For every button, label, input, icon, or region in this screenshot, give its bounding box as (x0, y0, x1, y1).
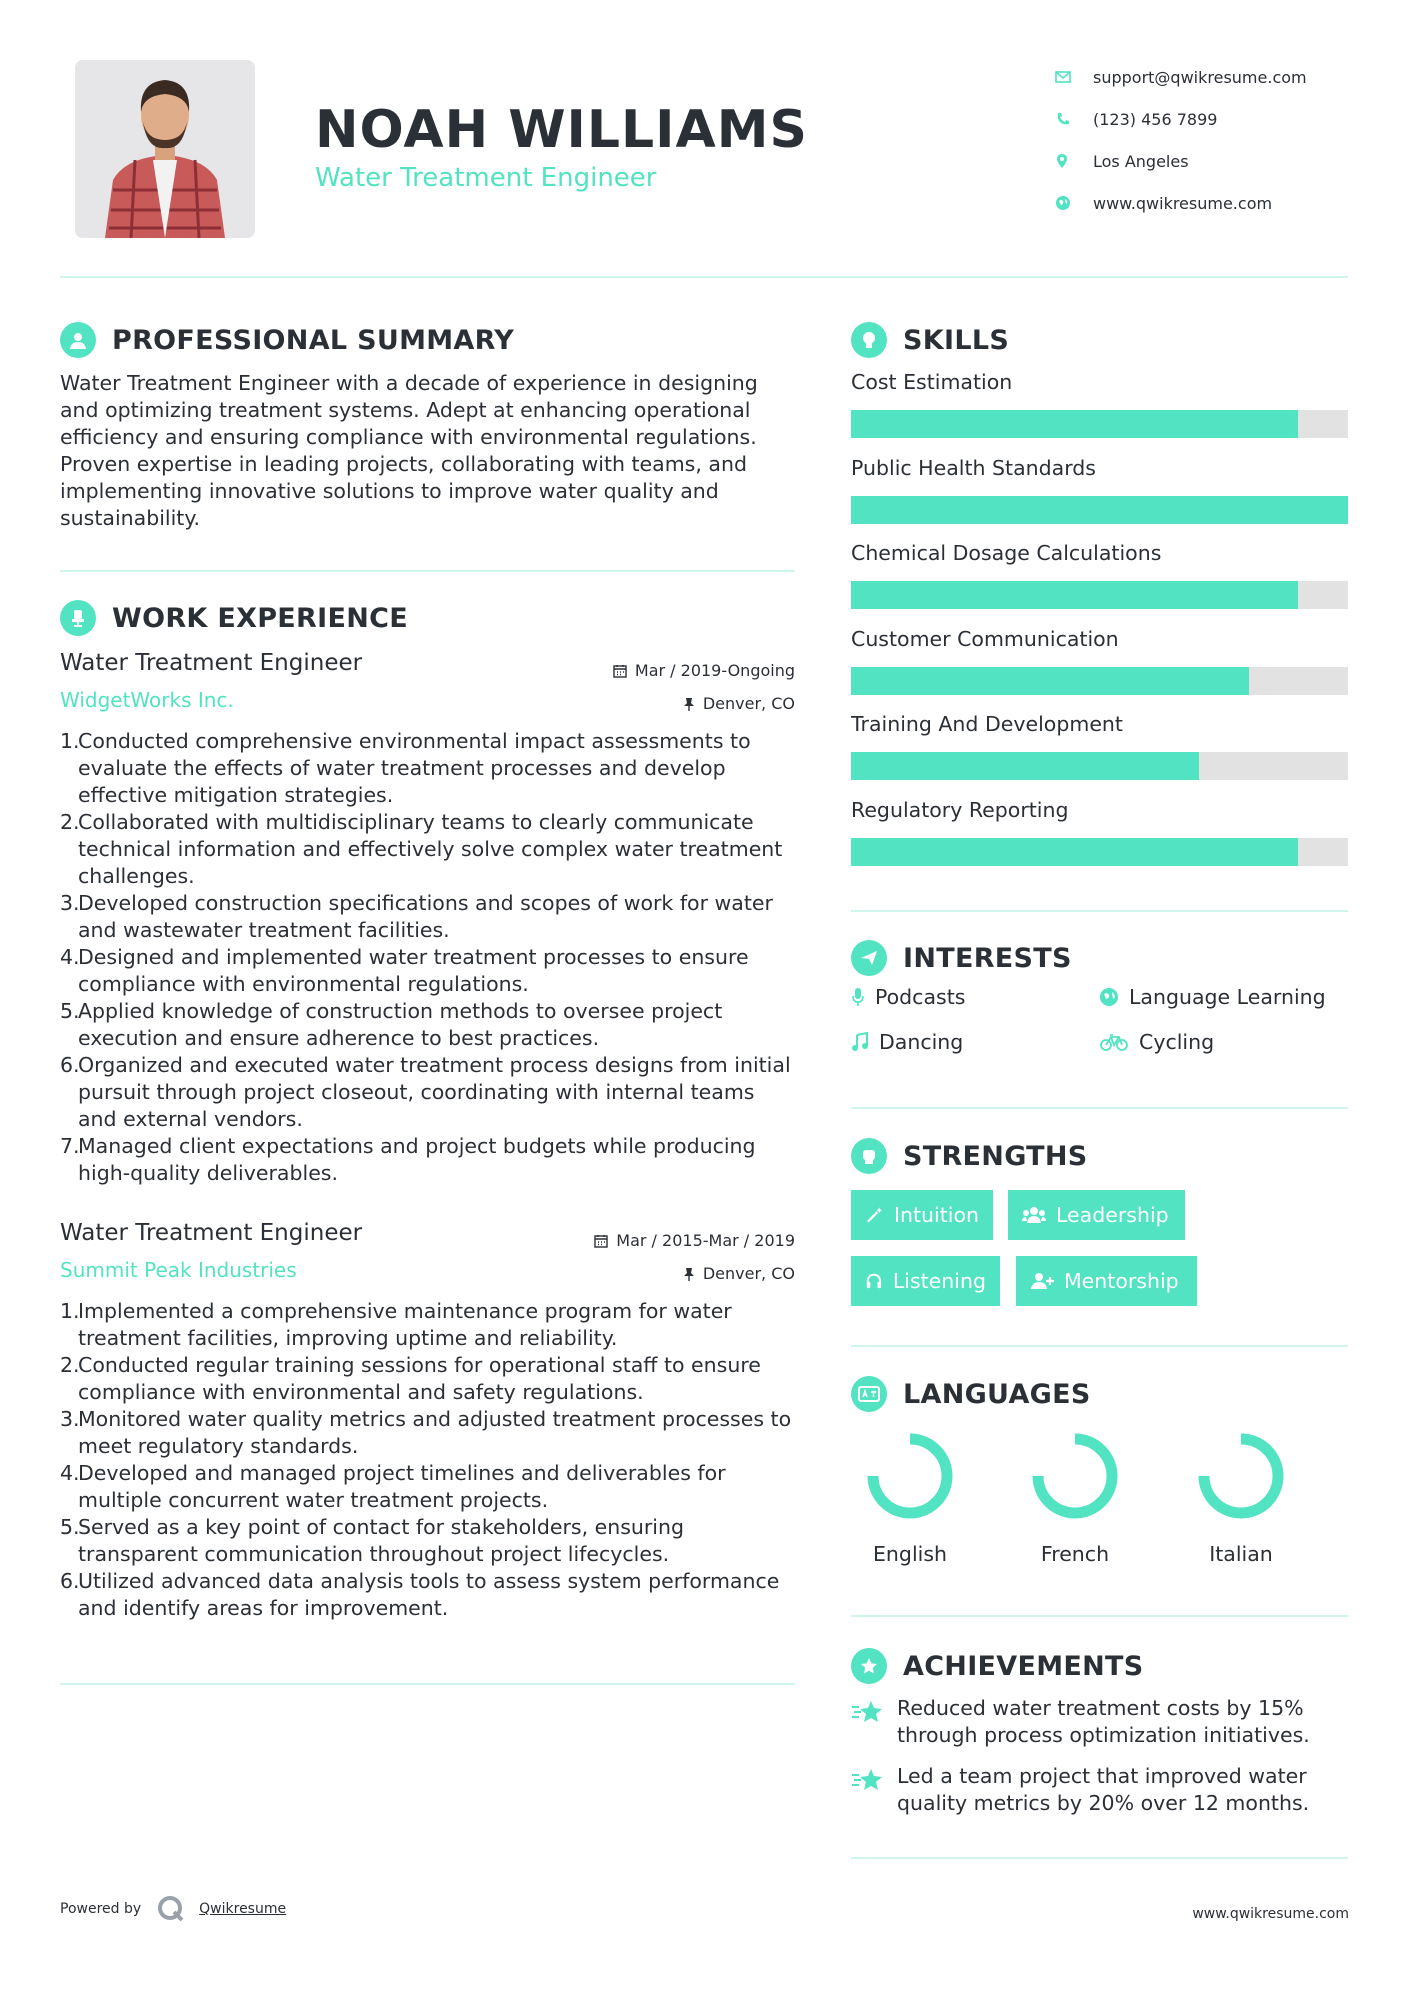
candidate-title: Water Treatment Engineer (315, 163, 657, 193)
interests-divider (851, 1107, 1348, 1109)
achievement-item (851, 1695, 1351, 1749)
location-pin-icon (1055, 153, 1069, 169)
skill-name: Cost Estimation (851, 370, 1013, 394)
achievement-text: Reduced water treatment costs by 15% through process optimization initiatives. (897, 1696, 1310, 1747)
skill-item (851, 541, 1348, 627)
job-title: Water Treatment Engineer (60, 650, 363, 676)
list-item: 2. Conducted regular training sessions for operational staff to ensure compliance with environmental and safety regulations. (60, 1353, 761, 1404)
contact-phone[interactable] (1055, 98, 1355, 140)
skill-bar (851, 752, 1348, 780)
summary-title: PROFESSIONAL SUMMARY (112, 324, 515, 356)
contact-location-text: Los Angeles (1093, 151, 1189, 171)
languages-title: LANGUAGES (903, 1378, 1091, 1410)
interests-heading (851, 940, 1072, 976)
strength-chip: Listening (851, 1256, 1000, 1306)
interest-label: Podcasts (875, 985, 966, 1009)
music-note-icon (851, 1032, 869, 1052)
skill-name: Regulatory Reporting (851, 797, 1069, 822)
profile-photo (75, 60, 255, 238)
skill-bar (851, 838, 1348, 866)
email-icon (1055, 70, 1071, 84)
list-item: 3. Monitored water quality metrics and adjusted treatment processes to meet regulatory standards. (60, 1407, 792, 1458)
skills-heading (851, 322, 1009, 358)
list-item: 6. Organized and executed water treatment process designs from initial pursuit through project closeout, coordinating with internal teams and external vendors. (60, 1053, 791, 1131)
job-title: Water Treatment Engineer (60, 1220, 363, 1246)
bicycle-icon (1099, 1032, 1129, 1052)
contact-phone-text: (123) 456 7899 (1093, 109, 1218, 129)
contact-email-text: support@qwikresume.com (1093, 67, 1307, 87)
user-icon (60, 322, 96, 358)
skills-list (851, 370, 1348, 883)
achievement-item (851, 1763, 1351, 1817)
languages-divider (851, 1615, 1348, 1617)
skill-name: Customer Communication (851, 626, 1119, 651)
contact-website[interactable] (1055, 182, 1355, 224)
list-item: 6. Utilized advanced data analysis tools to assess system performance and identify areas for improvement. (60, 1569, 780, 1620)
qwikresume-logo-icon (157, 1895, 185, 1923)
header-divider (60, 276, 1348, 278)
interest-item (1099, 985, 1326, 1009)
job-bullets (60, 1298, 795, 1622)
job-entry (60, 650, 795, 1187)
powered-by-label: Powered by (60, 1901, 142, 1917)
skill-item (851, 456, 1348, 542)
skills-divider (851, 910, 1348, 912)
skill-fill (851, 581, 1298, 609)
shooting-star-icon (851, 1699, 885, 1725)
summary-text: Water Treatment Engineer with a decade of experience in designing and optimizing treatment systems. Adept at enhancing operational efficiency and ensuring compliance with environmental regulations. Proven expertise in leading projects, collaborating with teams, and implementing innovative solutions to improve water quality and sustainability. (60, 371, 758, 530)
job-location: Denver, CO (702, 694, 795, 713)
fist-icon (851, 1138, 887, 1174)
contact-website-text: www.qwikresume.com (1093, 193, 1273, 213)
calendar-icon (594, 1234, 608, 1248)
footer-url[interactable]: www.qwikresume.com (1192, 1906, 1349, 1922)
experience-heading (60, 600, 408, 636)
skill-bar (851, 667, 1348, 695)
job-dates: Mar / 2015-Mar / 2019 (616, 1231, 795, 1250)
globe-icon (1099, 987, 1119, 1007)
skill-bar (851, 496, 1348, 524)
list-item: 1. Conducted comprehensive environmental impact assessments to evaluate the effects of water treatment processes and develop effective mitigation strategies. (60, 729, 751, 807)
job-location: Denver, CO (702, 1264, 795, 1283)
skill-fill (851, 752, 1199, 780)
job-company: WidgetWorks Inc. (60, 688, 234, 712)
interest-item (851, 1030, 963, 1054)
achievement-text: Led a team project that improved water quality metrics by 20% over 12 months. (897, 1764, 1310, 1815)
job-meta (613, 654, 795, 720)
interest-label: Dancing (879, 1030, 964, 1054)
summary-heading (60, 322, 514, 358)
experience-divider (60, 1683, 795, 1685)
skill-fill (851, 838, 1298, 866)
language-item (1020, 1430, 1130, 1566)
pushpin-icon (683, 697, 695, 711)
microphone-icon (851, 987, 865, 1007)
briefcase-chair-icon (60, 600, 96, 636)
language-name: Italian (1209, 1542, 1273, 1566)
strengths-divider (851, 1345, 1348, 1347)
language-ring (855, 1430, 965, 1524)
language-name: French (1040, 1542, 1110, 1566)
interest-label: Language Learning (1129, 985, 1326, 1009)
achievements-heading (851, 1648, 1144, 1684)
list-item: 4. Developed and managed project timelines and deliverables for multiple concurrent water treatment projects. (60, 1461, 726, 1512)
footer-powered-by (60, 1895, 286, 1923)
experience-title: WORK EXPERIENCE (112, 602, 408, 634)
headphones-icon (865, 1271, 883, 1291)
skill-item (851, 712, 1348, 798)
list-item: 7. Managed client expectations and project budgets while producing high-quality deliverables. (60, 1134, 756, 1185)
skill-item (851, 627, 1348, 713)
job-bullets (60, 728, 795, 1187)
phone-icon (1055, 111, 1071, 127)
language-name: English (872, 1542, 948, 1566)
language-item (855, 1430, 965, 1566)
job-company: Summit Peak Industries (60, 1258, 297, 1282)
skill-name: Public Health Standards (851, 455, 1096, 480)
list-item: 1. Implemented a comprehensive maintenance program for water treatment facilities, improving uptime and reliability. (60, 1299, 732, 1350)
person-portrait-icon (75, 60, 255, 238)
interest-label: Cycling (1139, 1030, 1215, 1054)
magic-wand-icon (865, 1205, 884, 1225)
strength-chip: Leadership (1008, 1190, 1185, 1240)
contact-email[interactable] (1055, 56, 1355, 98)
strength-chip: Intuition (851, 1190, 993, 1240)
language-ring (1186, 1430, 1296, 1524)
languages-heading (851, 1376, 1091, 1412)
strengths-heading (851, 1138, 1088, 1174)
skill-bar (851, 581, 1348, 609)
skill-name: Chemical Dosage Calculations (851, 541, 1162, 565)
lightbulb-icon (851, 322, 887, 358)
paper-plane-icon (851, 940, 887, 976)
skill-name: Training And Development (851, 712, 1123, 736)
star-badge-icon (851, 1648, 887, 1684)
skill-fill (851, 410, 1298, 438)
skill-fill (851, 667, 1249, 695)
job-entry (60, 1220, 795, 1622)
language-card-icon (851, 1376, 887, 1412)
list-item: 5. Applied knowledge of construction methods to oversee project execution and ensure adherence to best practices. (60, 999, 723, 1050)
achievements-divider (851, 1857, 1348, 1859)
shooting-star-icon (851, 1767, 885, 1793)
contact-location (1055, 140, 1355, 182)
user-plus-icon (1030, 1271, 1054, 1291)
strengths-title: STRENGTHS (903, 1140, 1088, 1172)
list-item: 5. Served as a key point of contact for stakeholders, ensuring transparent communication throughout project lifecycles. (60, 1515, 685, 1566)
list-item: 4. Designed and implemented water treatment processes to ensure compliance with environmental regulations. (60, 945, 749, 996)
language-ring (1020, 1430, 1130, 1524)
interest-item (851, 985, 965, 1009)
contact-block (1055, 56, 1355, 224)
achievements-title: ACHIEVEMENTS (903, 1650, 1144, 1682)
summary-divider (60, 570, 795, 572)
skill-fill (851, 496, 1348, 524)
interests-title: INTERESTS (903, 942, 1072, 974)
job-meta (594, 1224, 795, 1290)
skill-item (851, 370, 1348, 456)
skills-title: SKILLS (903, 324, 1010, 356)
strength-chip: Mentorship (1016, 1256, 1197, 1306)
job-dates: Mar / 2019-Ongoing (634, 661, 795, 680)
list-item: 2. Collaborated with multidisciplinary teams to clearly communicate technical information and effectively solve complex water treatment challenges. (60, 810, 783, 888)
skill-bar (851, 410, 1348, 438)
language-item (1186, 1430, 1296, 1566)
candidate-name: NOAH WILLIAMS (315, 100, 808, 160)
list-item: 3. Developed construction specifications and scopes of work for water and wastewater treatment facilities. (60, 891, 773, 942)
qwikresume-link[interactable]: Qwikresume (199, 1901, 287, 1917)
globe-icon (1055, 195, 1071, 211)
calendar-icon (613, 664, 627, 678)
skill-item (851, 798, 1348, 884)
users-icon (1022, 1205, 1046, 1225)
pushpin-icon (683, 1267, 695, 1281)
interest-item (1099, 1030, 1214, 1054)
